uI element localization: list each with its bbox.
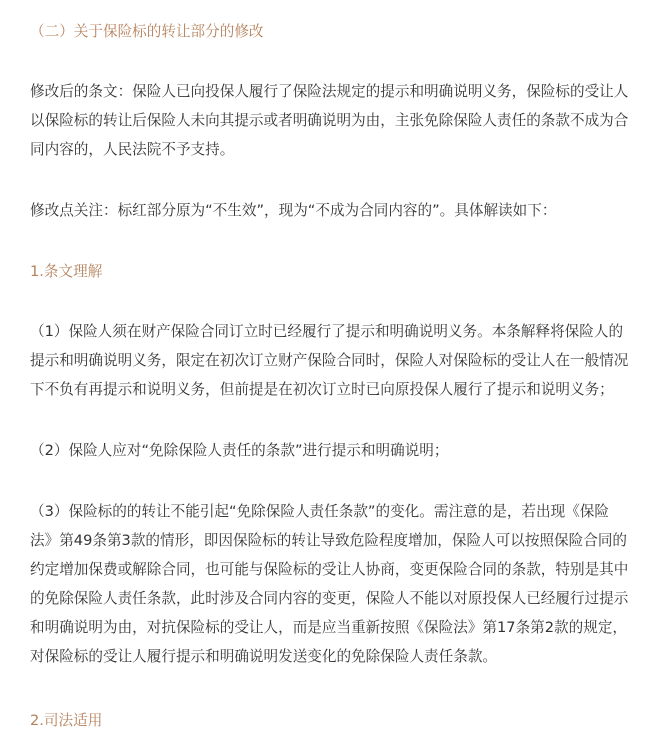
revised-clause-line-3: 同内容的，人民法院不予支持。: [30, 141, 235, 158]
point-1-line-2: 提示和明确说明义务，限定在初次订立财产保险合同时，保险人对保险标的受让人在一般情况: [30, 352, 629, 369]
revised-clause-line-2: 以保险标的转让后保险人未向其提示或者明确说明为由，主张免除保险人责任的条款不成为合: [30, 112, 629, 129]
point-3-line-5: 和明确说明为由，对抗保险标的受让人，而是应当重新按照《保险法》第17条第2款的规定，: [30, 619, 628, 636]
section-title: （二）关于保险标的转让部分的修改: [30, 23, 264, 40]
focus-note: 修改点关注：标红部分原为“不生效”，现为“不成为合同内容的”。具体解读如下：: [30, 202, 557, 219]
point-3-line-1: （3）保险标的的转让不能引起“免除保险人责任条款”的变化。需注意的是，若出现《保险: [30, 503, 609, 520]
subsection-title-2: 2.司法适用: [30, 712, 103, 729]
point-2: （2）保险人应对“免除保险人责任的条款”进行提示和明确说明；: [30, 442, 449, 459]
revised-clause-line-1: 修改后的条文：保险人已向投保人履行了保险法规定的提示和明确说明义务，保险标的受让人: [30, 83, 629, 100]
point-3-line-3: 约定增加保费或解除合同，也可能与保险标的受让人协商，变更保险合同的条款，特别是其中: [30, 561, 629, 578]
point-1-line-1: （1）保险人须在财产保险合同订立时已经履行了提示和明确说明义务。本条解释将保险人的: [30, 323, 624, 340]
point-3-line-6: 对保险标的受让人履行提示和明确说明发送变化的免除保险人责任条款。: [30, 648, 498, 665]
point-3-line-2: 法》第49条第3款的情形，即因保险标的转让导致危险程度增加，保险人可以按照保险合同的: [30, 532, 628, 549]
point-3-line-4: 的免除保险人责任条款，此时涉及合同内容的变更，保险人不能以对原投保人已经履行过提示: [30, 590, 629, 607]
point-1-line-3: 下不负有再提示和说明义务，但前提是在初次订立时已向原投保人履行了提示和说明义务；: [30, 381, 614, 398]
subsection-title-1: 1.条文理解: [30, 263, 103, 280]
